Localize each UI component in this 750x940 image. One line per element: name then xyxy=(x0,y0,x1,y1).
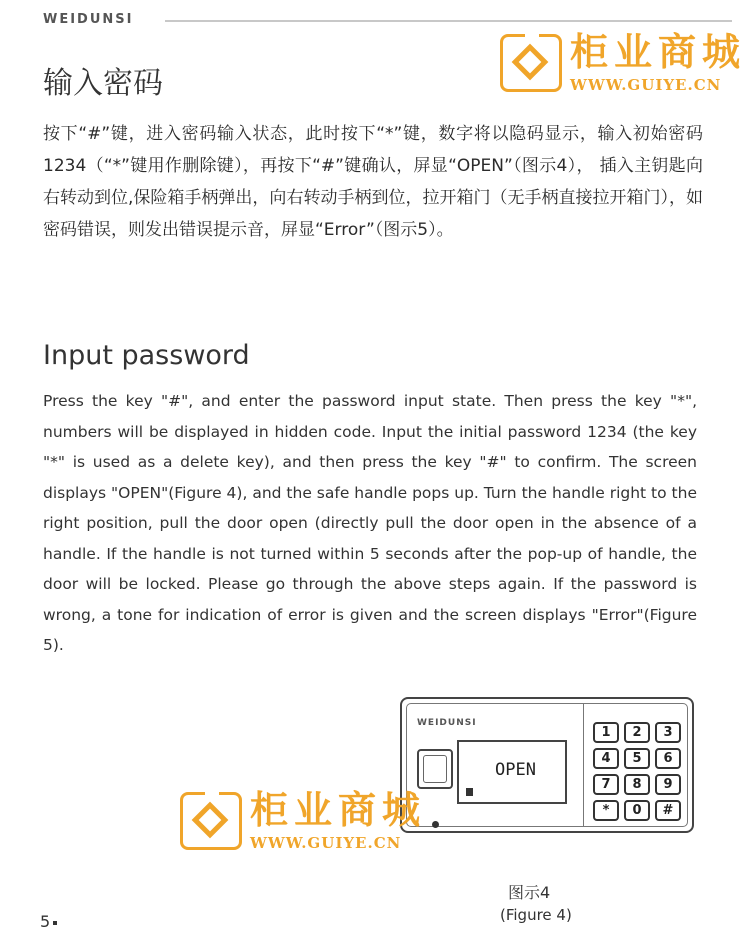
section-body-cn: 按下“#”键，进入密码输入状态，此时按下“*”键，数字将以隐码显示，输入初始密码1234（“*”键用作删除键），再按下“#”键确认，屏显“OPEN”（图示4）， 插入主钥匙向右转动到位,保险箱手柄弹出，向右转动手柄到位，拉开箱门（无手柄直接拉开箱门），如密码错误，则发出错误提示音，屏显“Error”（图示5）。 xyxy=(43,124,703,240)
watermark-logo-icon xyxy=(180,792,242,850)
key-7: 7 xyxy=(593,774,619,795)
watermark-title: 柜业商城 xyxy=(570,30,747,74)
watermark-title: 柜业商城 xyxy=(250,788,427,832)
key-4: 4 xyxy=(593,748,619,769)
indicator-dot xyxy=(432,821,439,828)
panel-divider xyxy=(583,704,584,826)
key-3: 3 xyxy=(655,722,681,743)
section-title-cn: 输入密码 xyxy=(43,66,163,101)
page-number: 5 xyxy=(40,912,57,931)
watermark-bottom xyxy=(180,790,426,852)
key-0: 0 xyxy=(624,800,650,821)
key-5: 5 xyxy=(624,748,650,769)
device-screen xyxy=(457,740,567,804)
safe-panel-inner xyxy=(406,703,688,827)
watermark-logo-icon xyxy=(500,34,562,92)
watermark-url: WWW.GUIYE.CN xyxy=(570,76,722,94)
screen-text: OPEN xyxy=(495,760,536,780)
battery-icon xyxy=(466,788,473,796)
figure-caption-en: (Figure 4) xyxy=(500,906,572,924)
safe-handle xyxy=(417,749,453,789)
keypad xyxy=(593,722,681,821)
key-8: 8 xyxy=(624,774,650,795)
safe-panel-figure xyxy=(400,697,694,833)
header-rule xyxy=(165,20,732,22)
device-brand: WEIDUNSI xyxy=(417,718,477,728)
key-star: * xyxy=(593,800,619,821)
watermark-url: WWW.GUIYE.CN xyxy=(250,834,402,852)
watermark-top xyxy=(500,32,746,94)
key-9: 9 xyxy=(655,774,681,795)
section-title-en: Input password xyxy=(43,340,250,371)
key-2: 2 xyxy=(624,722,650,743)
key-6: 6 xyxy=(655,748,681,769)
section-body-en: Press the key "#", and enter the password input state. Then press the key "*", numbers will be displayed in hidden code. Input the initial password 1234 (the key "*" is used as a delete key), and then press the key "#" to confirm. The screen displays "OPEN"(Figure 4), and the safe handle pops up. Turn the handle right to the right position, pull the door open (directly pull the door open in the absence of a handle. If the handle is not turned within 5 seconds after the pop-up of handle, the door will be locked. Please go through the above steps again. If the password is wrong, a tone for indication of error is given and the screen displays "Error"(Figure 5). xyxy=(43,392,697,654)
key-hash: # xyxy=(655,800,681,821)
key-1: 1 xyxy=(593,722,619,743)
brand-logo: WEIDUNSI xyxy=(43,12,134,27)
figure-caption-cn: 图示4 xyxy=(508,883,551,902)
